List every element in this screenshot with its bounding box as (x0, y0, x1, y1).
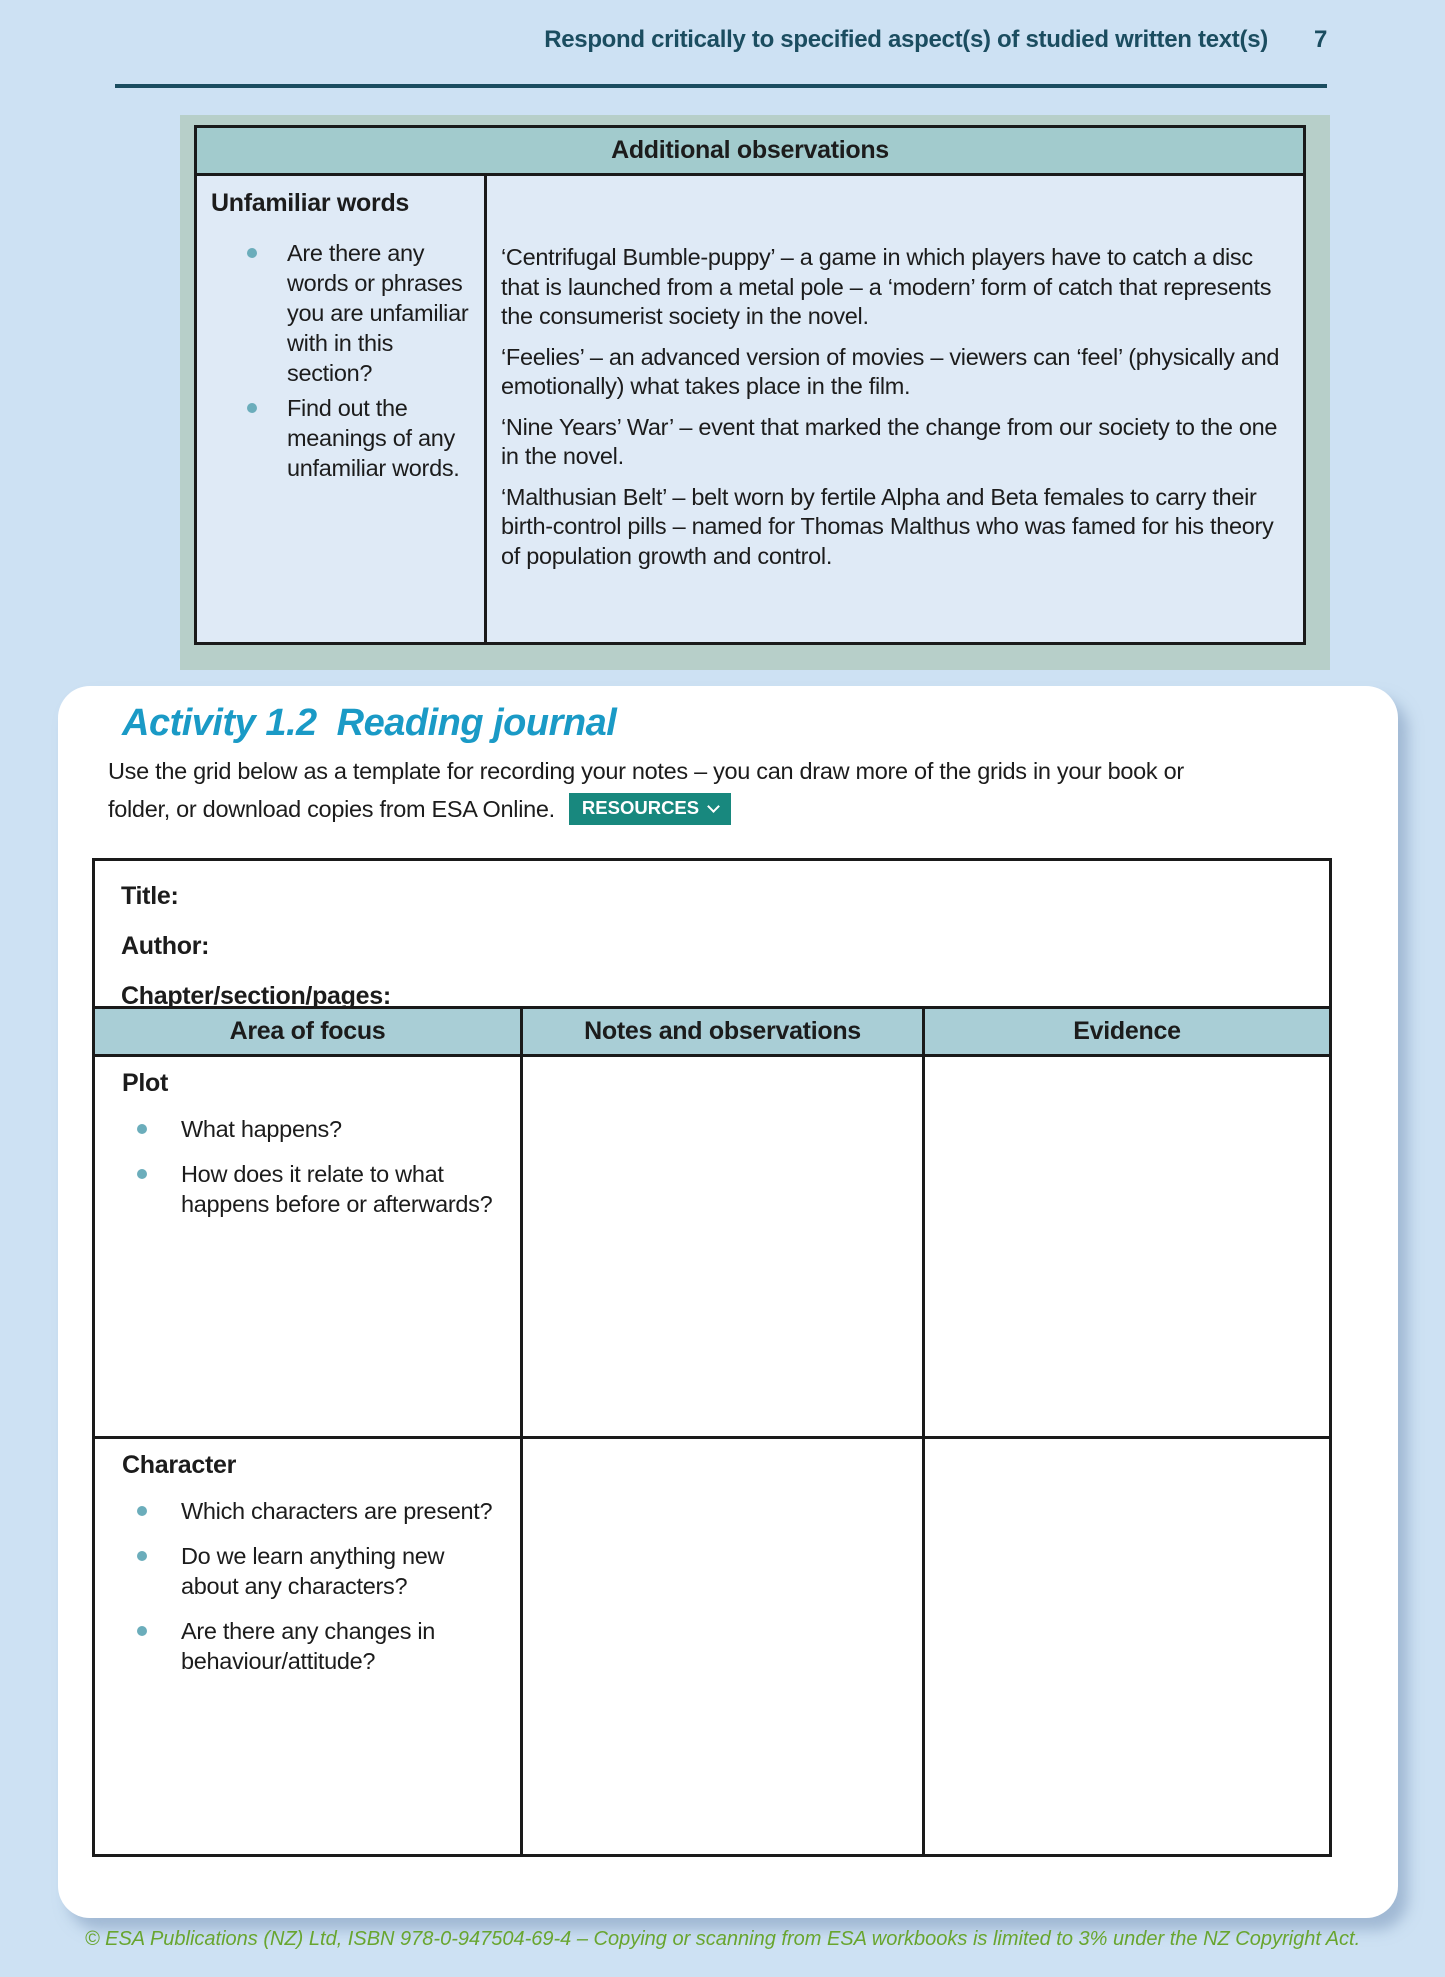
plot-prompts-list (122, 1114, 506, 1219)
observation-paragraph: ‘Nine Years’ War’ – event that marked the change from our society to the one in the novel. (501, 413, 1278, 469)
intro-line-2-row (108, 790, 1184, 828)
unfamiliar-words-list (211, 238, 478, 483)
plot-notes-cell (523, 1057, 925, 1436)
header-divider (115, 84, 1327, 88)
activity-card (58, 686, 1398, 1918)
reading-journal-table (92, 858, 1332, 1857)
journal-row-character (95, 1439, 1329, 1854)
additional-observations-table (194, 125, 1306, 645)
list-item: How does it relate to what happens before or afterwards? (122, 1159, 506, 1219)
character-notes-cell (523, 1439, 925, 1854)
plot-heading: Plot (122, 1069, 169, 1097)
unfamiliar-words-cell (197, 176, 487, 642)
observations-notes-cell (487, 176, 1303, 642)
page-footer (0, 1928, 1445, 1951)
resources-button[interactable] (569, 793, 731, 825)
intro-line-2: folder, or download copies from ESA Online. (108, 796, 555, 822)
activity-name: Reading journal (336, 702, 617, 744)
column-header-notes-and-observations: Notes and observations (523, 1009, 925, 1054)
journal-header-row (95, 1009, 1329, 1057)
chevron-down-icon (707, 800, 720, 813)
journal-meta-section (95, 861, 1329, 1009)
activity-number: Activity 1.2 (122, 702, 317, 744)
resources-button-label: RESOURCES (581, 797, 700, 818)
observation-paragraph: ‘Centrifugal Bumble-puppy’ – a game in which players have to catch a disc that is launched from a metal pole – a ‘modern’ form of catch that represents the consumerist society in the novel. (501, 244, 1272, 329)
column-header-area-of-focus: Area of focus (95, 1009, 523, 1054)
observations-table-header: Additional observations (197, 128, 1303, 176)
activity-title (122, 702, 616, 745)
list-item: Do we learn anything new about any characters? (122, 1541, 506, 1601)
page-title: Respond critically to specified aspect(s) of studied written text(s) (544, 26, 1268, 53)
character-area-of-focus-cell (95, 1439, 523, 1854)
chapter-section-pages-field-label: Chapter/section/pages: (121, 982, 391, 1010)
character-evidence-cell (925, 1439, 1329, 1854)
additional-observations-panel (180, 115, 1330, 670)
copyright-text: © ESA Publications (NZ) Ltd, ISBN 978-0-947504-69-4 – Copying or scanning from ESA workbooks is limited to 3% under the NZ Copyright Act. (84, 1928, 1361, 1950)
list-item: Which characters are present? (122, 1496, 506, 1526)
plot-area-of-focus-cell (95, 1057, 523, 1436)
observations-table-body (197, 176, 1303, 642)
author-field-label: Author: (121, 932, 210, 960)
title-field-label: Title: (121, 882, 179, 910)
observation-paragraph: ‘Feelies’ – an advanced version of movies – viewers can ‘feel’ (physically and emotionally) what takes place in the film. (501, 343, 1280, 399)
unfamiliar-words-heading: Unfamiliar words (211, 189, 410, 217)
character-heading: Character (122, 1451, 237, 1479)
character-prompts-list (122, 1496, 506, 1676)
list-item: Find out the meanings of any unfamiliar words. (211, 393, 478, 483)
list-item: Are there any changes in behaviour/attitude? (122, 1616, 506, 1676)
page-number: 7 (1313, 26, 1327, 53)
plot-evidence-cell (925, 1057, 1329, 1436)
intro-line-1: Use the grid below as a template for recording your notes – you can draw more of the grids in your book or (108, 758, 1184, 784)
journal-row-plot (95, 1057, 1329, 1439)
activity-intro (108, 752, 1184, 828)
observation-paragraph: ‘Malthusian Belt’ – belt worn by fertile Alpha and Beta females to carry their birth-control pills – named for Thomas Malthus who was famed for his theory of population growth and control. (501, 483, 1274, 569)
list-item: Are there any words or phrases you are unfamiliar with in this section? (211, 238, 478, 388)
column-header-evidence: Evidence (1073, 1017, 1181, 1045)
list-item: What happens? (122, 1114, 506, 1144)
header-title-row (115, 26, 1327, 54)
